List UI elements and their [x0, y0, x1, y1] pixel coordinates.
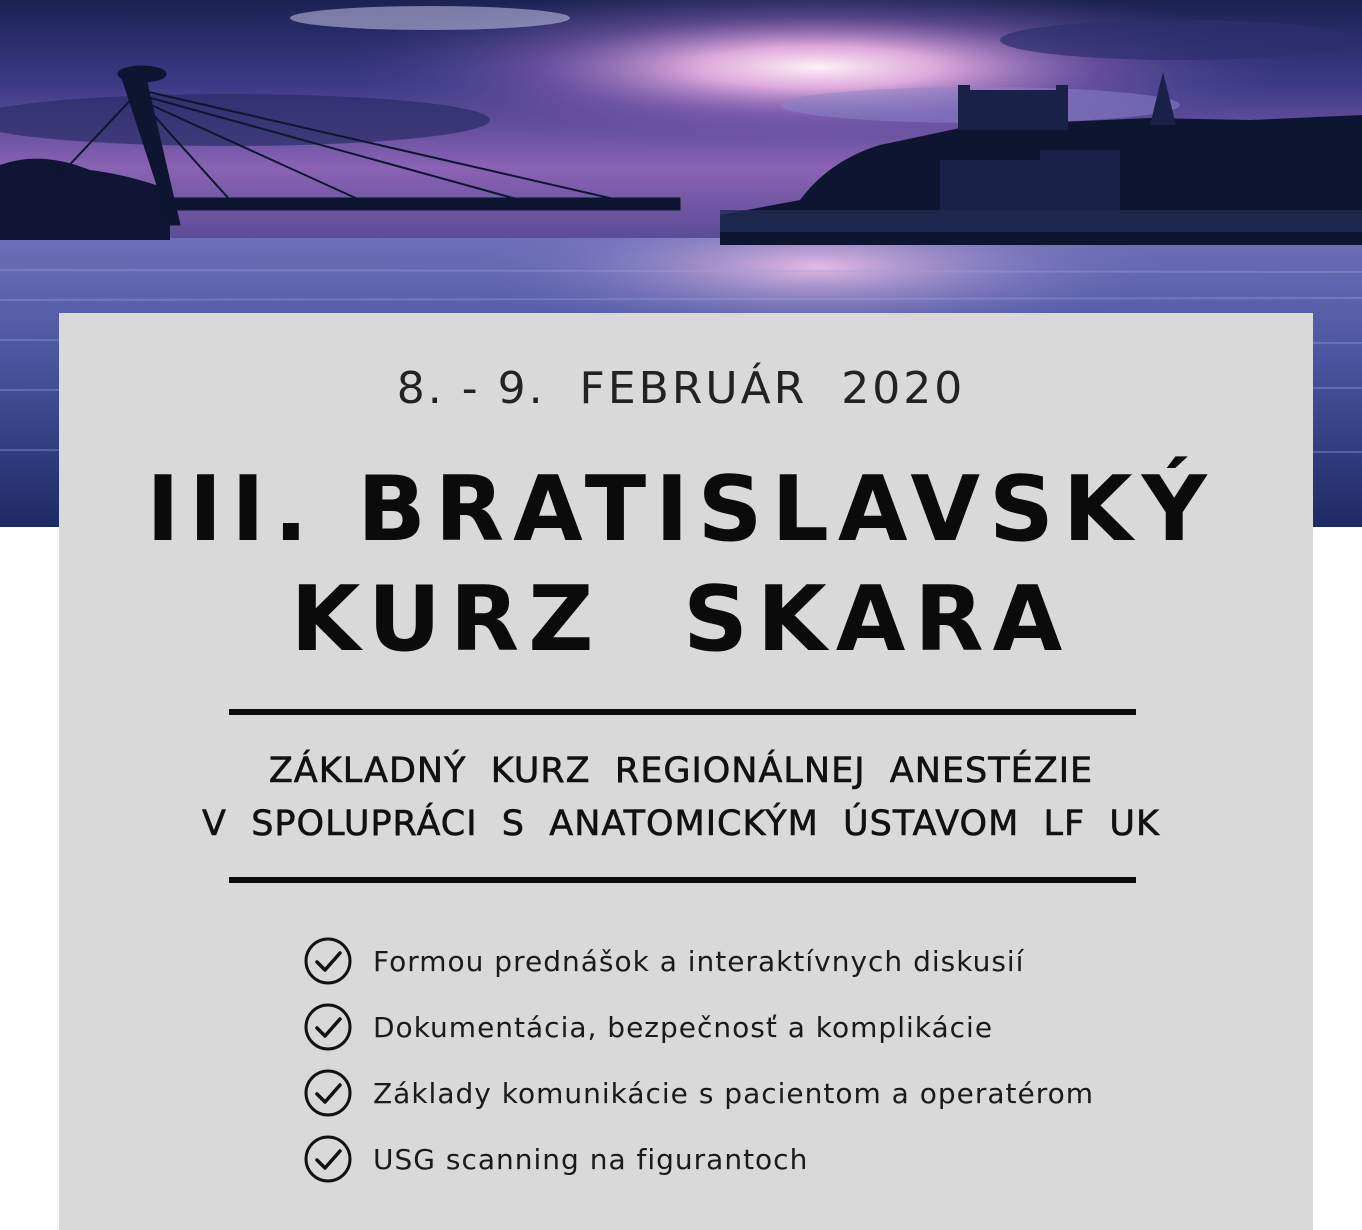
event-title [0, 455, 1362, 675]
feature-item [303, 1126, 1094, 1192]
feature-item [303, 1060, 1094, 1126]
feature-list [303, 928, 1094, 1192]
feature-text: USG scanning na figurantoch [373, 1142, 809, 1176]
divider-bottom [229, 877, 1136, 883]
feature-item [303, 994, 1094, 1060]
event-date: 8. - 9. FEBRUÁR 2020 [396, 363, 966, 414]
feature-text: Dokumentácia, bezpečnosť a komplikácie [373, 1010, 994, 1044]
divider-top [229, 709, 1136, 715]
event-card [59, 313, 1313, 1230]
subtitle-line-2: V SPOLUPRÁCI S ANATOMICKÝM ÚSTAVOM LF UK [202, 804, 1160, 844]
title-line-2: KURZ SKARA [290, 567, 1072, 672]
check-circle-icon [303, 1068, 353, 1118]
check-circle-icon [303, 1002, 353, 1052]
feature-item [303, 928, 1094, 994]
check-circle-icon [303, 1134, 353, 1184]
subtitle-line-1: ZÁKLADNÝ KURZ REGIONÁLNEJ ANESTÉZIE [268, 751, 1094, 791]
event-subtitle [0, 745, 1362, 851]
title-line-1: III. BRATISLAVSKÝ [146, 457, 1216, 562]
feature-text: Základy komunikácie s pacientom a operatérom [373, 1076, 1095, 1110]
feature-text: Formou prednášok a interaktívnych diskusií [373, 944, 1025, 978]
check-circle-icon [303, 936, 353, 986]
